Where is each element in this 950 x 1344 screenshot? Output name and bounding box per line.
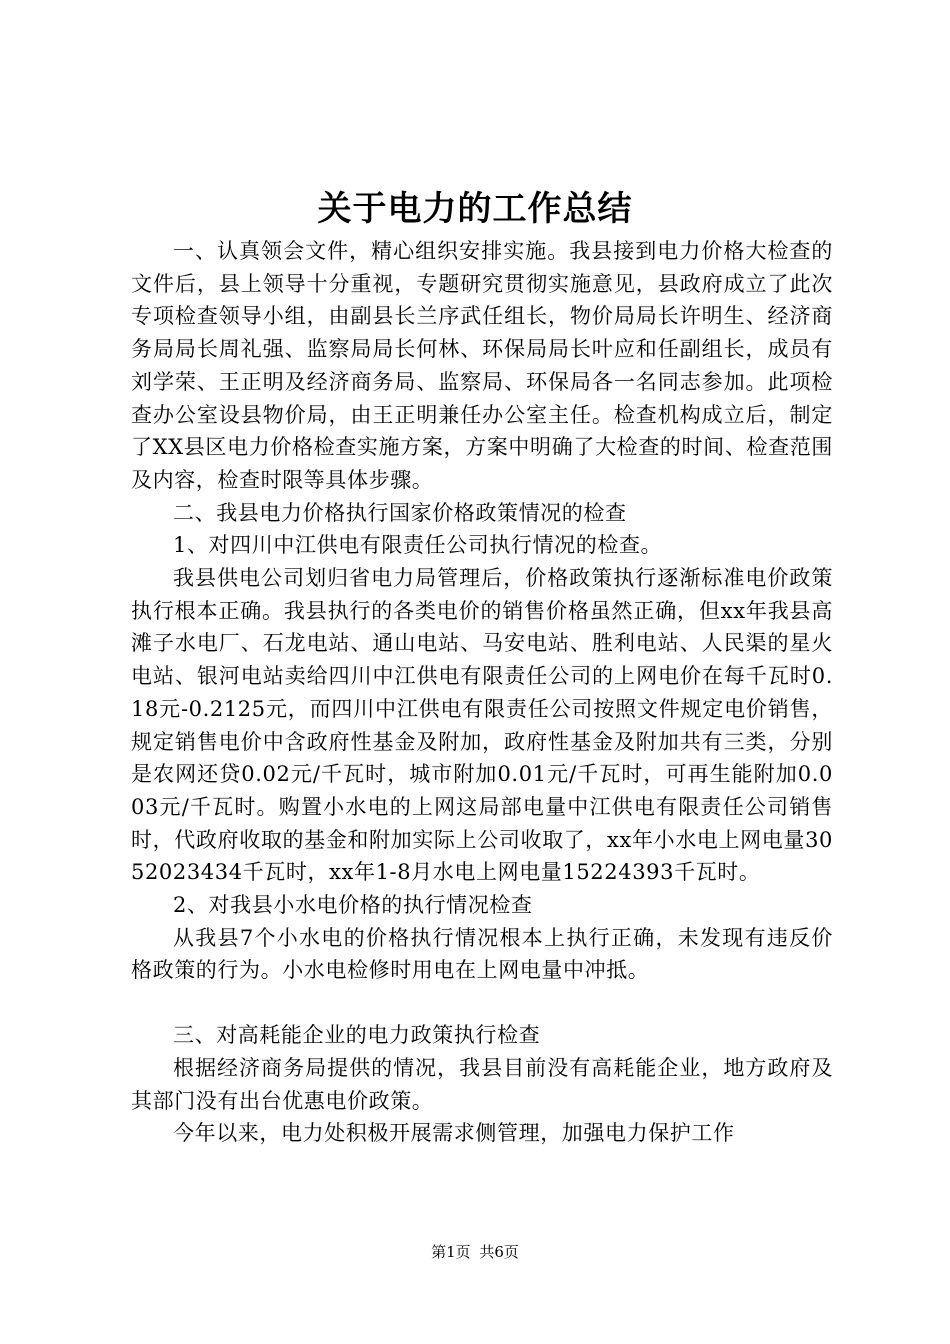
paragraph-3-subheading: 1、对四川中江供电有限责任公司执行情况的检查。	[173, 533, 663, 558]
paragraph-6: 从我县7个小水电的价格执行情况根本上执行正确，未发现有违反价格政策的行为。小水电检修时用电在上网电量中冲抵。	[131, 925, 833, 983]
paragraph-8: 根据经济商务局提供的情况，我县目前没有高耗能企业，地方政府及其部门没有出台优惠电价政策。	[131, 1055, 833, 1113]
page-footer	[0, 1242, 950, 1262]
paragraph-7-heading: 三、对高耗能企业的电力政策执行检查	[173, 1023, 541, 1048]
document-title: 关于电力的工作总结	[317, 189, 633, 229]
paragraph-2-heading: 二、我县电力价格执行国家价格政策情况的检查	[173, 500, 627, 525]
paragraph-5-subheading: 2、对我县小水电价格的执行情况检查	[173, 893, 533, 918]
page-total: 共6页	[479, 1243, 519, 1261]
paragraph-9: 今年以来，电力处积极开展需求侧管理，加强电力保护工作	[173, 1121, 735, 1146]
paragraph-4: 我县供电公司划归省电力局管理后，价格政策执行逐渐标准电价政策执行根本正确。我县执行的各类电价的销售价格虽然正确，但xx年我县高滩子水电厂、石龙电站、通山电站、马安电站、胜利电站、人民渠的星火电站、银河电站卖给四川中江供电有限责任公司的上网电价在每千瓦时0.18元-0.2125元，而四川中江供电有限责任公司按照文件规定电价销售，规定销售电价中含政府性基金及附加，政府性基金及附加共有三类，分别是农网还贷0.02元/千瓦时，城市附加0.01元/千瓦时，可再生能附加0.003元/千瓦时。购置小水电的上网这局部电量中江供电有限责任公司销售时，代政府收取的基金和附加实际上公司收取了，xx年小水电上网电量3052023434千瓦时，xx年1-8月水电上网电量15224393千瓦时。	[131, 566, 833, 885]
page-number: 第1页	[431, 1243, 471, 1261]
paragraph-1: 一、认真领会文件，精心组织安排实施。我县接到电力价格大检查的文件后，县上领导十分重视，专题研究贯彻实施意见，县政府成立了此次专项检查领导小组，由副县长兰序武任组长，物价局局长许明生、经济商务局局长周礼强、监察局局长何林、环保局局长叶应和任副组长，成员有刘学荣、王正明及经济商务局、监察局、环保局各一名同志参加。此项检查办公室设县物价局，由王正明兼任办公室主任。检查机构成立后，制定了XX县区电力价格检查实施方案，方案中明确了大检查的时间、检查范围及内容，检查时限等具体步骤。	[131, 239, 833, 492]
document-body	[131, 235, 833, 1150]
